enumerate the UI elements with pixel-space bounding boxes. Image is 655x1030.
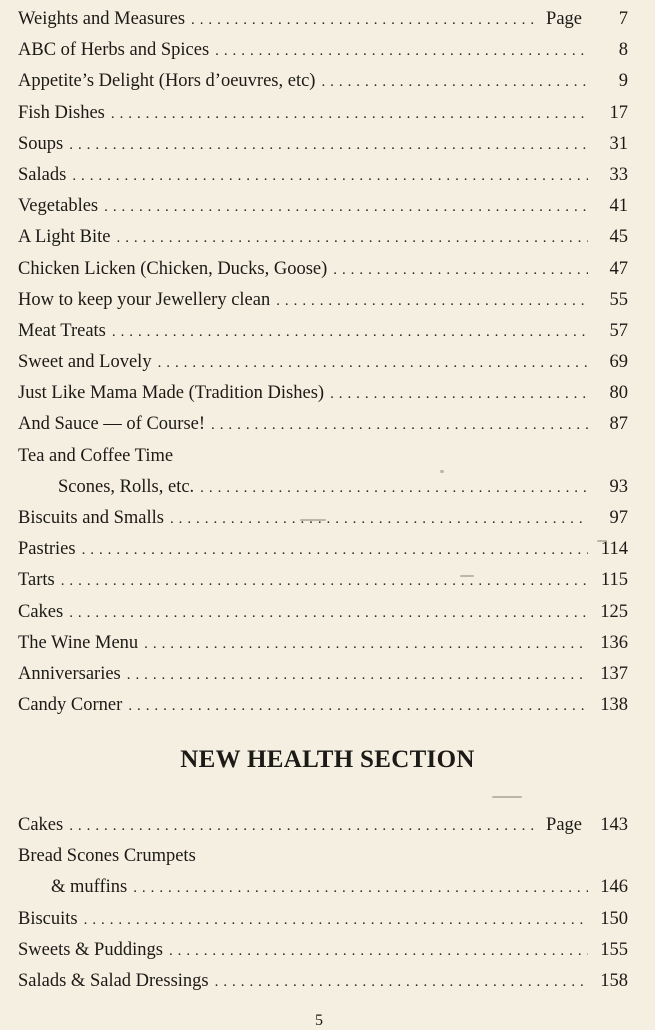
toc-entry[interactable] bbox=[18, 35, 628, 66]
toc-entry[interactable] bbox=[18, 966, 628, 997]
dot-leader bbox=[84, 905, 588, 936]
page-number: 115 bbox=[600, 570, 628, 591]
dot-leader bbox=[144, 629, 588, 660]
page-folio: 5 bbox=[315, 1012, 323, 1029]
page-number: 33 bbox=[609, 164, 628, 185]
dot-leader bbox=[111, 99, 588, 130]
entry-title: Cakes bbox=[18, 815, 64, 835]
page-number: 7 bbox=[618, 9, 628, 29]
paper-speck bbox=[460, 575, 474, 577]
toc-entry[interactable] bbox=[18, 98, 628, 129]
toc-entry[interactable] bbox=[18, 254, 628, 285]
toc-entry[interactable] bbox=[18, 222, 628, 253]
page-number: 8 bbox=[618, 40, 628, 61]
entry-title: & muffins bbox=[51, 877, 128, 898]
toc-entry[interactable] bbox=[18, 191, 628, 222]
toc-entry[interactable] bbox=[18, 935, 628, 966]
entry-title: Salads & Salad Dressings bbox=[18, 970, 209, 991]
entry-title: Vegetables bbox=[18, 196, 99, 217]
entry-title: Salads bbox=[18, 164, 67, 185]
toc-entry[interactable] bbox=[18, 66, 628, 97]
health-contents-list bbox=[18, 810, 628, 997]
dot-leader bbox=[191, 5, 538, 36]
toc-entry[interactable] bbox=[18, 659, 628, 690]
paper-speck bbox=[597, 540, 607, 542]
entry-title: Bread Scones Crumpets bbox=[18, 846, 196, 867]
entry-title: Tarts bbox=[18, 570, 55, 591]
dot-leader bbox=[69, 130, 588, 161]
dot-leader bbox=[169, 936, 588, 967]
toc-entry[interactable] bbox=[18, 160, 628, 191]
dot-leader bbox=[117, 223, 589, 254]
dot-leader bbox=[215, 36, 588, 67]
page-number: 136 bbox=[600, 632, 628, 653]
page-number: 155 bbox=[600, 939, 628, 960]
dot-leader bbox=[104, 192, 588, 223]
dot-leader bbox=[333, 255, 588, 286]
page-number: 138 bbox=[600, 695, 628, 716]
entry-title: Fish Dishes bbox=[18, 102, 105, 123]
page-number: 87 bbox=[609, 414, 628, 435]
toc-entry[interactable] bbox=[18, 597, 628, 628]
page-label: Page bbox=[546, 9, 582, 29]
dot-leader bbox=[170, 504, 588, 535]
entry-title: Biscuits bbox=[18, 908, 78, 929]
dot-leader bbox=[61, 566, 588, 597]
page-number: 137 bbox=[600, 663, 628, 684]
dot-leader bbox=[330, 379, 588, 410]
page-number: 47 bbox=[609, 258, 628, 279]
page-number: 45 bbox=[609, 227, 628, 248]
toc-entry-heading[interactable] bbox=[18, 441, 628, 472]
entry-title: Biscuits and Smalls bbox=[18, 508, 164, 528]
entry-title: A Light Bite bbox=[18, 227, 111, 248]
entry-title: Candy Corner bbox=[18, 695, 123, 716]
page-number: 17 bbox=[609, 102, 628, 123]
page-number: 143 bbox=[600, 815, 628, 835]
toc-entry[interactable] bbox=[18, 690, 628, 721]
page-number: 97 bbox=[609, 508, 628, 528]
entry-title: Pastries bbox=[18, 539, 76, 560]
page-label: Page bbox=[546, 815, 582, 835]
entry-title: Cakes bbox=[18, 601, 64, 622]
toc-entry[interactable] bbox=[18, 285, 628, 316]
dot-leader bbox=[127, 660, 588, 691]
page-number: 125 bbox=[600, 601, 628, 622]
entry-title: Tea and Coffee Time bbox=[18, 445, 174, 466]
page-number: 57 bbox=[609, 320, 628, 341]
dot-leader bbox=[276, 286, 588, 317]
dot-leader bbox=[128, 691, 588, 722]
dot-leader bbox=[72, 161, 588, 192]
entry-title: Just Like Mama Made (Tradition Dishes) bbox=[18, 383, 325, 404]
toc-entry[interactable] bbox=[18, 4, 628, 35]
page-number: 150 bbox=[600, 908, 628, 929]
paper-speck bbox=[492, 796, 522, 798]
toc-entry[interactable] bbox=[18, 904, 628, 935]
dot-leader bbox=[158, 348, 588, 379]
page-number: 41 bbox=[609, 196, 628, 217]
toc-entry-sub[interactable] bbox=[18, 472, 628, 503]
entry-title: ABC of Herbs and Spices bbox=[18, 40, 210, 61]
entry-title: Weights and Measures bbox=[18, 9, 186, 29]
page-number: 69 bbox=[609, 352, 628, 373]
page-number: 158 bbox=[600, 970, 628, 991]
toc-entry[interactable] bbox=[18, 316, 628, 347]
entry-title: Anniversaries bbox=[18, 663, 121, 684]
paper-speck bbox=[300, 519, 326, 521]
page-number: 114 bbox=[600, 539, 628, 560]
dot-leader bbox=[69, 598, 588, 629]
entry-title: Appetite’s Delight (Hors d’oeuvres, etc) bbox=[18, 71, 316, 92]
page-number: 93 bbox=[609, 476, 628, 497]
toc-entry[interactable] bbox=[18, 810, 628, 841]
health-section-heading: NEW HEALTH SECTION bbox=[180, 746, 475, 773]
dot-leader bbox=[112, 317, 588, 348]
toc-entry[interactable] bbox=[18, 534, 628, 565]
dot-leader bbox=[215, 967, 588, 998]
toc-entry-sub[interactable] bbox=[18, 872, 628, 903]
dot-leader bbox=[200, 473, 588, 504]
dot-leader bbox=[321, 67, 588, 98]
page-number: 146 bbox=[600, 877, 628, 898]
paper-speck bbox=[440, 470, 444, 473]
entry-title: Sweet and Lovely bbox=[18, 352, 152, 373]
dot-leader bbox=[82, 535, 588, 566]
dot-leader bbox=[69, 811, 538, 842]
toc-entry-heading[interactable] bbox=[18, 841, 628, 872]
main-contents-list bbox=[18, 4, 628, 721]
entry-title: Sweets & Puddings bbox=[18, 939, 163, 960]
toc-entry[interactable] bbox=[18, 129, 628, 160]
entry-title: Soups bbox=[18, 133, 64, 154]
entry-title: Chicken Licken (Chicken, Ducks, Goose) bbox=[18, 258, 328, 279]
page-number: 31 bbox=[609, 133, 628, 154]
toc-entry[interactable] bbox=[18, 378, 628, 409]
dot-leader bbox=[133, 873, 588, 904]
entry-title: Scones, Rolls, etc. bbox=[58, 476, 195, 497]
page-number: 55 bbox=[609, 289, 628, 310]
toc-entry[interactable] bbox=[18, 409, 628, 440]
entry-title: And Sauce — of Course! bbox=[18, 414, 206, 435]
page-number: 9 bbox=[618, 71, 628, 92]
page-number: 80 bbox=[609, 383, 628, 404]
toc-entry[interactable] bbox=[18, 628, 628, 659]
entry-title: The Wine Menu bbox=[18, 632, 139, 653]
entry-title: How to keep your Jewellery clean bbox=[18, 289, 271, 310]
toc-entry[interactable] bbox=[18, 347, 628, 378]
dot-leader bbox=[211, 410, 588, 441]
entry-title: Meat Treats bbox=[18, 320, 106, 341]
toc-entry[interactable] bbox=[18, 565, 628, 596]
